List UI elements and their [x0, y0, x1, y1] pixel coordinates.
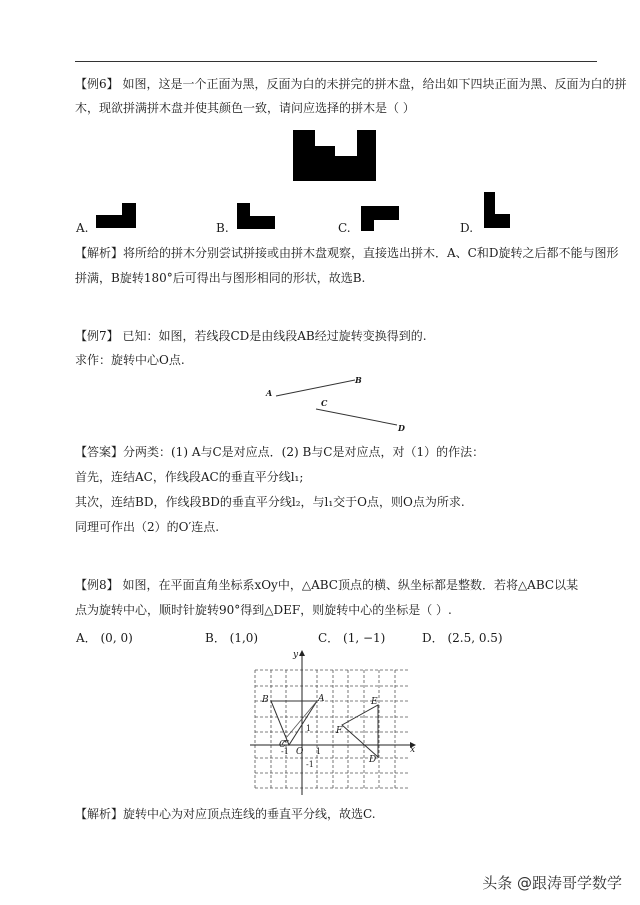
triangle-abc [271, 701, 317, 745]
graph-label-e: E [371, 697, 378, 707]
ex6-analysis-line2: 拼满，B旋转180°后可得出与图形相同的形状，故选B. [75, 271, 366, 285]
ex7-answer-line2: 首先，连结AC，作线段AC的垂直平分线l₁; [75, 470, 304, 484]
ex8-option-c: C． (1, −1) [318, 631, 386, 645]
ex6-option-d: D. [460, 221, 474, 235]
ex8-option-b: B． (1,0) [205, 631, 259, 645]
ex6-question-line1: 【例6】 如图，这是一个正面为黑，反面为白的未拼完的拼木盘，给出如下四块正面为黑、反面为白的拼 [75, 77, 627, 91]
graph-tick-1-y: 1 [306, 724, 312, 733]
ex7-label-c: C [321, 398, 328, 408]
piece-c [361, 206, 399, 231]
segment-cd [316, 409, 397, 425]
graph-tick-1-x: 1 [316, 747, 322, 756]
graph-label-d: D [369, 755, 377, 765]
segment-ab [276, 380, 355, 396]
ex8-option-d: D． (2.5, 0.5) [422, 631, 503, 645]
ex7-label-b: B [355, 375, 362, 385]
ex7-answer-line1: 【答案】分两类：(1) A与C是对应点．(2) B与C是对应点，对（1）的作法： [75, 445, 485, 459]
watermark: 头条 @跟涛哥学数学 [482, 874, 622, 892]
ex7-answer-line3: 其次，连结BD，作线段BD的垂直平分线l₂，与l₁交于O点，则O点为所求. [75, 495, 465, 509]
ex8-analysis: 【解析】旋转中心为对应顶点连线的垂直平分线，故选C. [75, 807, 376, 821]
y-axis-arrow [299, 650, 305, 656]
ex6-option-c: C. [338, 221, 351, 235]
ex7-label-a: A [266, 388, 273, 398]
graph-label-c: C [279, 740, 286, 750]
ex6-analysis-line1: 【解析】将所给的拼木分别尝试拼接或由拼木盘观察，直接选出拼木．A、C和D旋转之后都不能与图形 [75, 246, 619, 260]
graph-tick-neg1-x: -1 [281, 747, 289, 756]
ex6-option-b: B. [216, 221, 229, 235]
coordinate-grid [255, 670, 408, 788]
ex6-option-a: A. [76, 221, 89, 235]
graph-tick-neg1-y: -1 [306, 760, 314, 769]
triangle-def [342, 705, 378, 757]
puzzle-board [293, 130, 376, 181]
graph-origin-label: O [296, 747, 304, 757]
ex7-answer-line4: 同理可作出（2）的O′连点. [75, 520, 220, 534]
graph-x-label: x [410, 745, 416, 755]
piece-a [96, 203, 136, 228]
graph-label-b: B [262, 695, 269, 705]
piece-b [237, 203, 275, 229]
ex8-question-line1: 【例8】 如图，在平面直角坐标系xOy中，△ABC顶点的横、纵坐标都是整数．若将△ABC以某 [75, 578, 579, 592]
piece-d [484, 192, 510, 228]
ex6-question-line2: 木，现欲拼满拼木盘并使其颜色一致，请问应选择的拼木是（ ） [75, 101, 415, 115]
ex7-label-d: D [398, 423, 405, 433]
ex7-question-line2: 求作：旋转中心O点. [75, 353, 185, 367]
ex8-question-line2: 点为旋转中心，顺时针旋转90°得到△DEF，则旋转中心的坐标是（ ）. [75, 603, 452, 617]
graph-label-f: F [336, 726, 343, 736]
graph-label-a: A [318, 694, 325, 704]
graph-y-label: y [293, 650, 299, 660]
ex7-question-line1: 【例7】 已知：如图，若线段CD是由线段AB经过旋转变换得到的. [75, 329, 427, 343]
ex8-option-a: A． (0, 0) [76, 631, 133, 645]
